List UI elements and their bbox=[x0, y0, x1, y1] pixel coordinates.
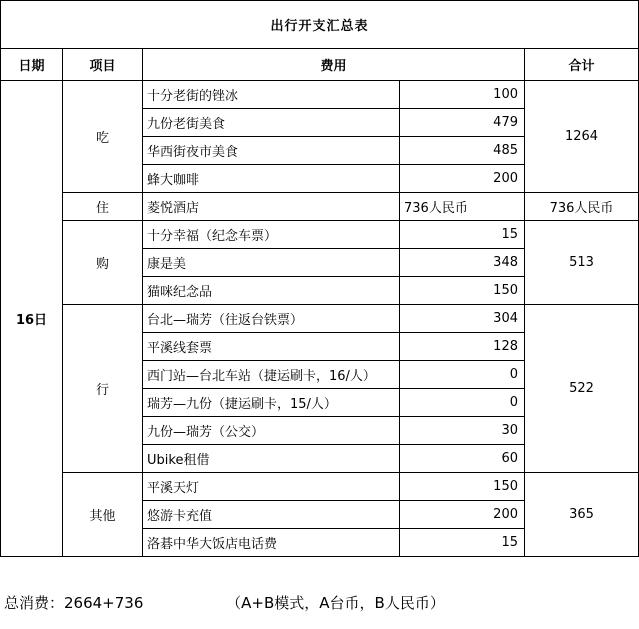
table-row bbox=[1, 193, 639, 221]
item-name: 平溪天灯 bbox=[143, 473, 400, 501]
item-name: 华西街夜市美食 bbox=[143, 137, 400, 165]
item-amount: 348 bbox=[400, 249, 525, 277]
item-amount: 485 bbox=[400, 137, 525, 165]
table-row bbox=[1, 81, 639, 109]
item-amount: 128 bbox=[400, 333, 525, 361]
item-amount: 0 bbox=[400, 389, 525, 417]
group-total: 365 bbox=[525, 473, 639, 557]
item-name: 康是美 bbox=[143, 249, 400, 277]
item-amount: 479 bbox=[400, 109, 525, 137]
item-name: 猫咪纪念品 bbox=[143, 277, 400, 305]
item-amount: 736人民币 bbox=[400, 193, 525, 221]
item-amount: 30 bbox=[400, 417, 525, 445]
header-row bbox=[1, 49, 639, 81]
item-amount: 200 bbox=[400, 501, 525, 529]
item-amount: 100 bbox=[400, 81, 525, 109]
item-amount: 150 bbox=[400, 277, 525, 305]
item-amount: 304 bbox=[400, 305, 525, 333]
item-name: 十分老街的锉冰 bbox=[143, 81, 400, 109]
item-name: 悠游卡充值 bbox=[143, 501, 400, 529]
group-total: 513 bbox=[525, 221, 639, 305]
table-row bbox=[1, 473, 639, 501]
item-name: 菱悦酒店 bbox=[143, 193, 400, 221]
item-name: 瑞芳—九份（捷运刷卡，15/人） bbox=[143, 389, 400, 417]
category-cell: 其他 bbox=[63, 473, 143, 557]
table-row bbox=[1, 305, 639, 333]
header-date: 日期 bbox=[1, 49, 63, 81]
sheet-title: 出行开支汇总表 bbox=[1, 1, 639, 49]
item-amount: 200 bbox=[400, 165, 525, 193]
header-total: 合计 bbox=[525, 49, 639, 81]
item-amount: 15 bbox=[400, 529, 525, 557]
currency-note: （A+B模式，A台币，B人民币） bbox=[226, 594, 445, 612]
category-cell: 吃 bbox=[63, 81, 143, 193]
category-cell: 购 bbox=[63, 221, 143, 305]
item-name: 台北—瑞芳（往返台铁票） bbox=[143, 305, 400, 333]
item-name: 九份—瑞芳（公交） bbox=[143, 417, 400, 445]
group-total: 736人民币 bbox=[525, 193, 639, 221]
category-cell: 行 bbox=[63, 305, 143, 473]
item-amount: 60 bbox=[400, 445, 525, 473]
item-name: 西门站—台北车站（捷运刷卡，16/人） bbox=[143, 361, 400, 389]
item-name: 十分幸福（纪念车票） bbox=[143, 221, 400, 249]
item-name: 洛碁中华大饭店电话费 bbox=[143, 529, 400, 557]
item-amount: 0 bbox=[400, 361, 525, 389]
item-name: 蜂大咖啡 bbox=[143, 165, 400, 193]
header-cost: 费用 bbox=[143, 49, 525, 81]
title-row bbox=[1, 1, 639, 49]
date-cell: 16日 bbox=[1, 81, 63, 557]
item-amount: 15 bbox=[400, 221, 525, 249]
category-cell: 住 bbox=[63, 193, 143, 221]
group-total: 1264 bbox=[525, 81, 639, 193]
table-row bbox=[1, 221, 639, 249]
item-amount: 150 bbox=[400, 473, 525, 501]
total-consumption: 总消费：2664+736 bbox=[4, 594, 144, 612]
item-name: Ubike租借 bbox=[143, 445, 400, 473]
summary-footer bbox=[4, 592, 634, 616]
header-category: 项目 bbox=[63, 49, 143, 81]
item-name: 九份老街美食 bbox=[143, 109, 400, 137]
group-total: 522 bbox=[525, 305, 639, 473]
item-name: 平溪线套票 bbox=[143, 333, 400, 361]
